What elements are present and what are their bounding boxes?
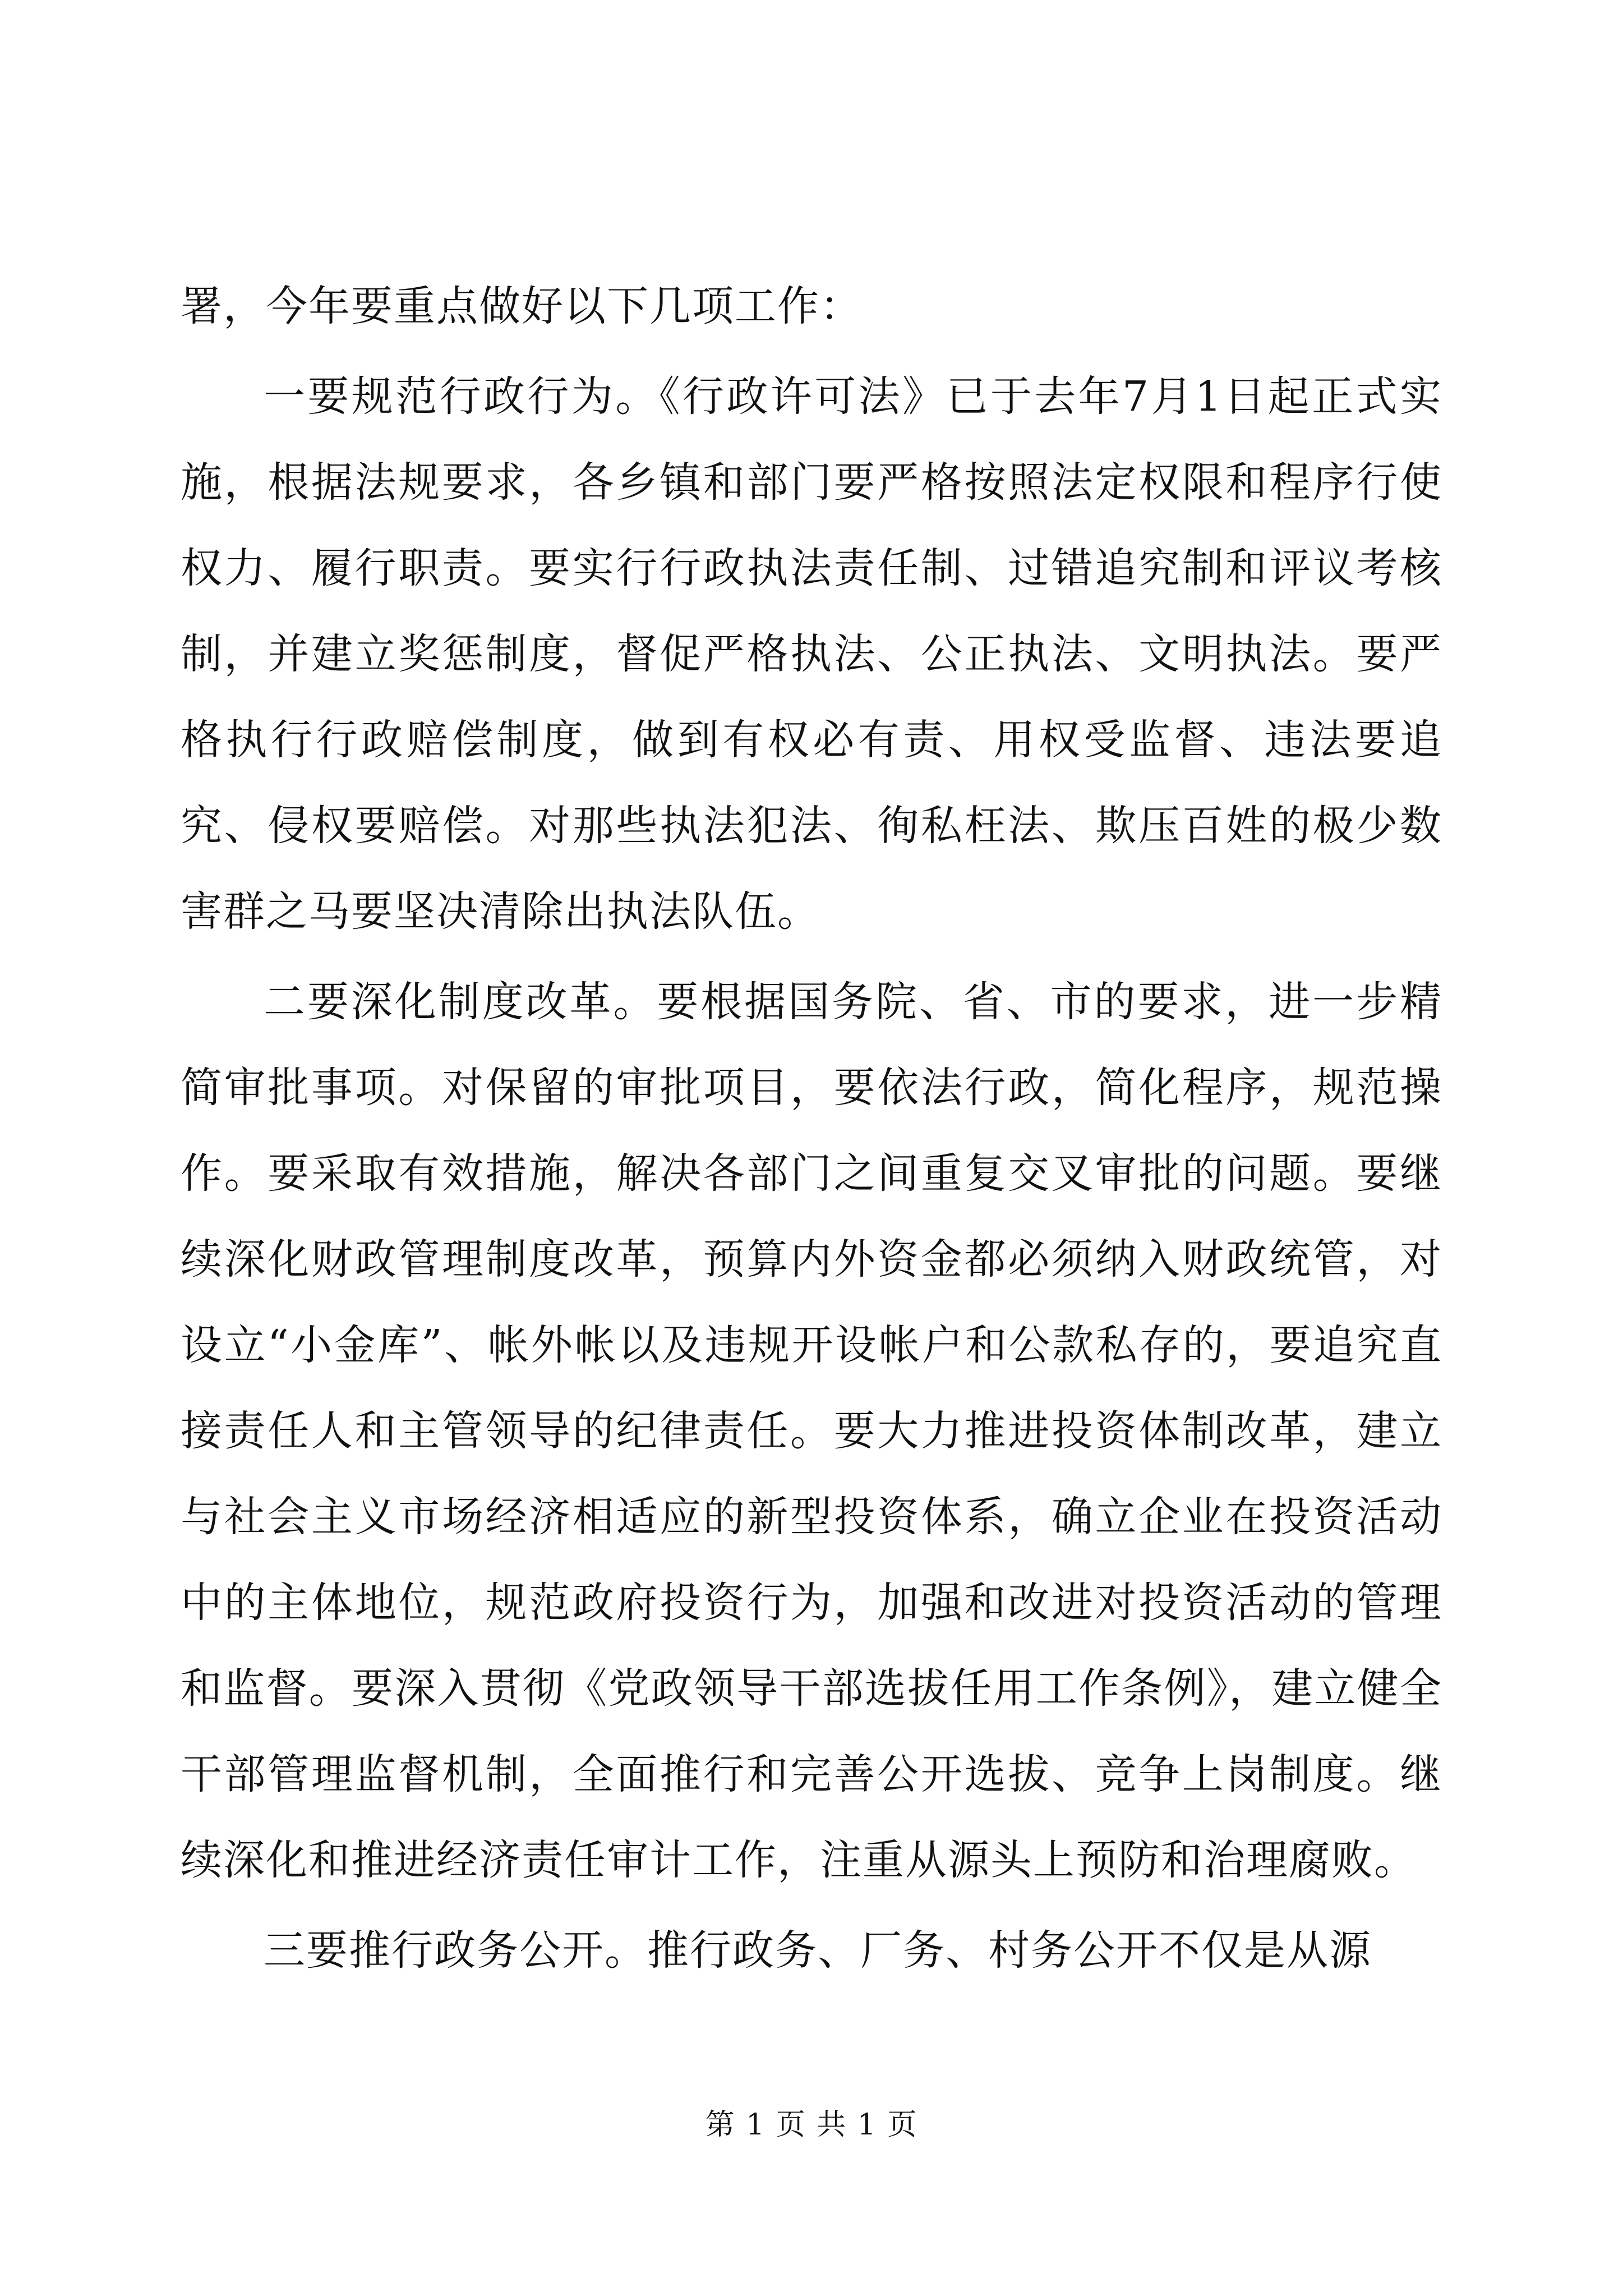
page-number-footer: 第 1 页 共 1 页 <box>705 2108 918 2142</box>
paragraph-government-affairs-openness: 三要推行政务公开。推行政务、厂务、村务公开不仅是从源 <box>264 1926 1372 1975</box>
document-body <box>181 264 1442 1994</box>
paragraph-deepen-institutional-reform: 二要深化制度改革。要根据国务院、省、市的要求，进一步精简审批事项。对保留的审批项目，要依法行政，简化程序，规范操作。要采取有效措施，解决各部门之间重复交叉审批的问题。要继续深化财政管理制度改革，预算内外资金都必须纳入财政统管，对设立“小金库”、帐外帐以及违规开设帐户和公款私存的，要追究直接责任人和主管领导的纪律责任。要大力推进投资体制改革，建立与社会主义市场经济相适应的新型投资体系，确立企业在投资活动中的主体地位，规范政府投资行为，加强和改进对投资活动的管理和监督。要深入贯彻《党政领导干部选拔任用工作条例》，建立健全干部管理监督机制，全面推行和完善公开选拔、竞争上岗制度。继续深化和推进经济责任审计工作，注重从源头上预防和治理腐败。 <box>181 978 1442 1884</box>
paragraph-regulate-administrative-behavior: 一要规范行政行为。《行政许可法》已于去年7月1日起正式实施，根据法规要求，各乡镇和部门要严格按照法定权限和程序行使权力、履行职责。要实行行政执法责任制、过错追究制和评议考核制，并建立奖惩制度，督促严格执法、公正执法、文明执法。要严格执行行政赔偿制度，做到有权必有责、用权受监督、违法要追究、侵权要赔偿。对那些执法犯法、徇私枉法、欺压百姓的极少数害群之马要坚决清除出执法队伍。 <box>181 372 1442 936</box>
paragraph-continuation: 署，今年要重点做好以下几项工作： <box>181 282 863 330</box>
